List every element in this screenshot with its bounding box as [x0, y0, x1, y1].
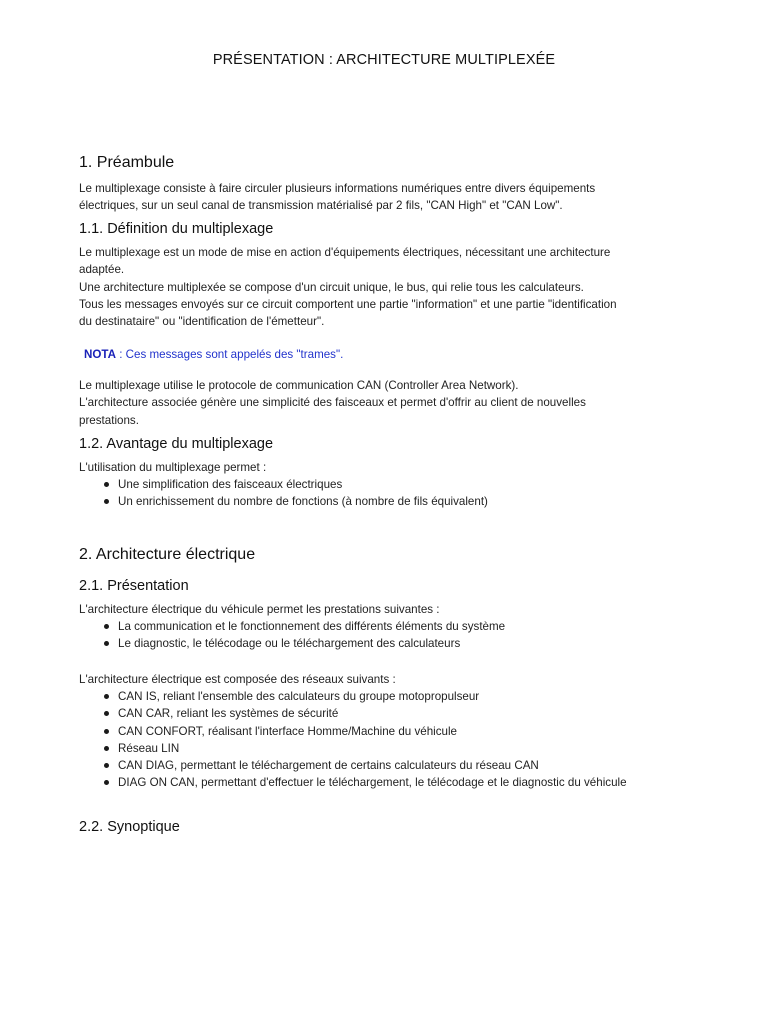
subsection-heading-presentation: 2.1. Présentation: [79, 578, 189, 594]
list-item: [79, 635, 694, 652]
list-item: [79, 757, 694, 774]
reseaux-list: [79, 688, 694, 792]
text-line: L'utilisation du multiplexage permet :: [79, 461, 267, 474]
text-line: Le multiplexage consiste à faire circuler plusieurs informations numériques entre divers équipements: [79, 182, 596, 195]
can-protocol-paragraph: [79, 377, 694, 429]
list-item: [79, 774, 694, 791]
document-title: PRÉSENTATION : ARCHITECTURE MULTIPLEXÉE: [212, 52, 556, 68]
text-line: L'architecture électrique est composée des réseaux suivants :: [79, 673, 396, 686]
text-line: adaptée.: [79, 263, 125, 277]
nota-label: NOTA: [84, 348, 116, 361]
nota-note: [84, 346, 343, 363]
prestations-list: [79, 618, 694, 653]
bullet-icon: [104, 729, 109, 734]
bullet-icon: [104, 694, 109, 699]
bullet-icon: [104, 641, 109, 646]
list-item-text: Une simplification des faisceaux électriques: [118, 478, 343, 491]
list-item-text: CAN DIAG, permettant le téléchargement de certains calculateurs du réseau CAN: [118, 759, 539, 773]
reseaux-intro: [79, 671, 694, 688]
text-line: Le multiplexage utilise le protocole de communication CAN (Controller Area Network).: [79, 379, 519, 392]
bullet-icon: [104, 780, 109, 785]
definition-paragraph: [79, 244, 694, 330]
list-item-text: CAN CONFORT, réalisant l'interface Homme/Machine du véhicule: [118, 724, 457, 738]
list-item: [79, 688, 694, 705]
subsection-heading-avantage: 1.2. Avantage du multiplexage: [79, 436, 274, 452]
nota-text: : Ces messages sont appelés des "trames".: [115, 348, 344, 361]
preambule-paragraph: [79, 180, 694, 215]
section-heading-architecture: 2. Architecture électrique: [79, 546, 256, 563]
presentation-intro: [79, 601, 694, 618]
text-line: prestations.: [79, 413, 139, 427]
bullet-icon: [104, 482, 109, 487]
list-item-text: CAN CAR, reliant les systèmes de sécurité: [118, 707, 339, 721]
bullet-icon: [104, 746, 109, 751]
list-item-text: Réseau LIN: [118, 741, 180, 755]
list-item-text: CAN IS, reliant l'ensemble des calculateurs du groupe motopropulseur: [118, 690, 480, 703]
list-item-text: Un enrichissement du nombre de fonctions (à nombre de fils équivalent): [118, 495, 488, 509]
list-item: [79, 618, 694, 635]
list-item-text: La communication et le fonctionnement des différents éléments du système: [118, 620, 506, 633]
text-line: Une architecture multiplexée se compose d'un circuit unique, le bus, qui relie tous les calculateurs.: [79, 280, 584, 294]
subsection-heading-synoptique: 2.2. Synoptique: [79, 819, 180, 835]
avantage-intro: [79, 459, 694, 476]
list-item: [79, 493, 694, 510]
bullet-icon: [104, 499, 109, 504]
list-item-text: DIAG ON CAN, permettant d'effectuer le téléchargement, le télécodage et le diagnostic du véhicule: [118, 776, 627, 790]
bullet-icon: [104, 763, 109, 768]
text-line: électriques, sur un seul canal de transmission matérialisé par 2 fils, "CAN High" et "CAN Low".: [79, 199, 563, 213]
list-item: [79, 723, 694, 740]
text-line: L'architecture électrique du véhicule permet les prestations suivantes :: [79, 603, 440, 616]
bullet-icon: [104, 624, 109, 629]
text-line: du destinataire" ou "identification de l'émetteur".: [79, 315, 325, 329]
text-line: L'architecture associée génère une simplicité des faisceaux et permet d'offrir au client de nouvelles: [79, 396, 586, 410]
list-item: [79, 705, 694, 722]
bullet-icon: [104, 711, 109, 716]
list-item: [79, 476, 694, 493]
avantage-list: [79, 476, 694, 511]
subsection-heading-definition: 1.1. Définition du multiplexage: [79, 221, 274, 237]
list-item-text: Le diagnostic, le télécodage ou le téléchargement des calculateurs: [118, 637, 461, 651]
section-heading-preambule: 1. Préambule: [79, 154, 175, 171]
text-line: Le multiplexage est un mode de mise en action d'équipements électriques, nécessitant une architecture: [79, 246, 611, 259]
list-item: [79, 740, 694, 757]
text-line: Tous les messages envoyés sur ce circuit comportent une partie "information" et une partie "identification: [79, 297, 617, 311]
